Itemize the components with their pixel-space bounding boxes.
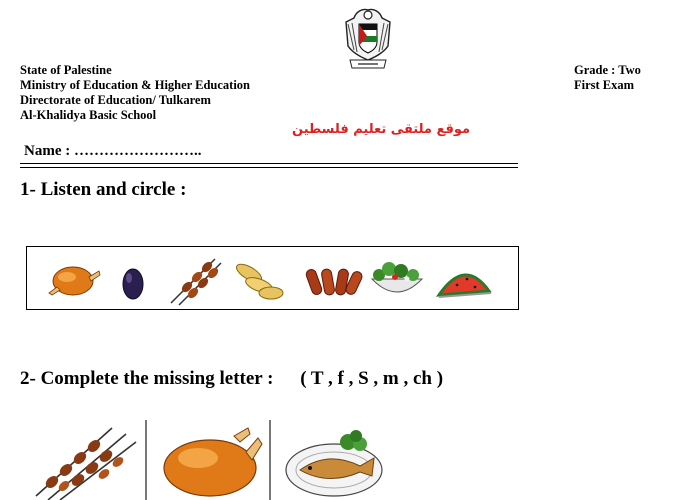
exam-info (574, 63, 641, 93)
question-2-text: 2- Complete the missing letter : (20, 368, 274, 389)
header-state: State of Palestine (20, 63, 112, 77)
grade-label: Grade : Two (574, 63, 641, 77)
header-ministry: Ministry of Education & Higher Education (20, 78, 250, 92)
letter-options: ( T , f , S , m , ch ) (300, 368, 444, 389)
kebab-skewers-icon (171, 259, 221, 305)
question-1-title: 1- Listen and circle : (20, 179, 187, 200)
palestine-emblem (340, 6, 396, 72)
roast-chicken-icon (154, 420, 266, 500)
plum-icon (123, 269, 143, 299)
fish-plate-icon (278, 420, 386, 500)
salad-bowl-icon (372, 262, 422, 292)
roast-chicken-icon (49, 267, 100, 295)
kebab-skewers-icon (26, 420, 144, 500)
header-school: Al-Khalidya Basic School (20, 108, 157, 122)
sausage-rolls-icon (234, 261, 283, 299)
sausages-icon (305, 268, 364, 296)
student-name-line: Name : …………………….. (24, 143, 202, 159)
question-2-pictures (26, 420, 386, 500)
picture-divider (145, 420, 147, 500)
picture-divider (269, 420, 271, 500)
exam-label: First Exam (574, 78, 635, 92)
header-directorate: Directorate of Education/ Tulkarem (20, 93, 211, 107)
school-header (20, 63, 250, 123)
question-2-title (20, 368, 443, 390)
watermelon-slice-icon (439, 275, 491, 297)
question-1-picture-box (26, 246, 519, 310)
arabic-site-note: موقع ملتقى تعليم فلسطين (292, 122, 471, 137)
header-divider (20, 163, 518, 168)
question-1-pictures (27, 247, 518, 309)
